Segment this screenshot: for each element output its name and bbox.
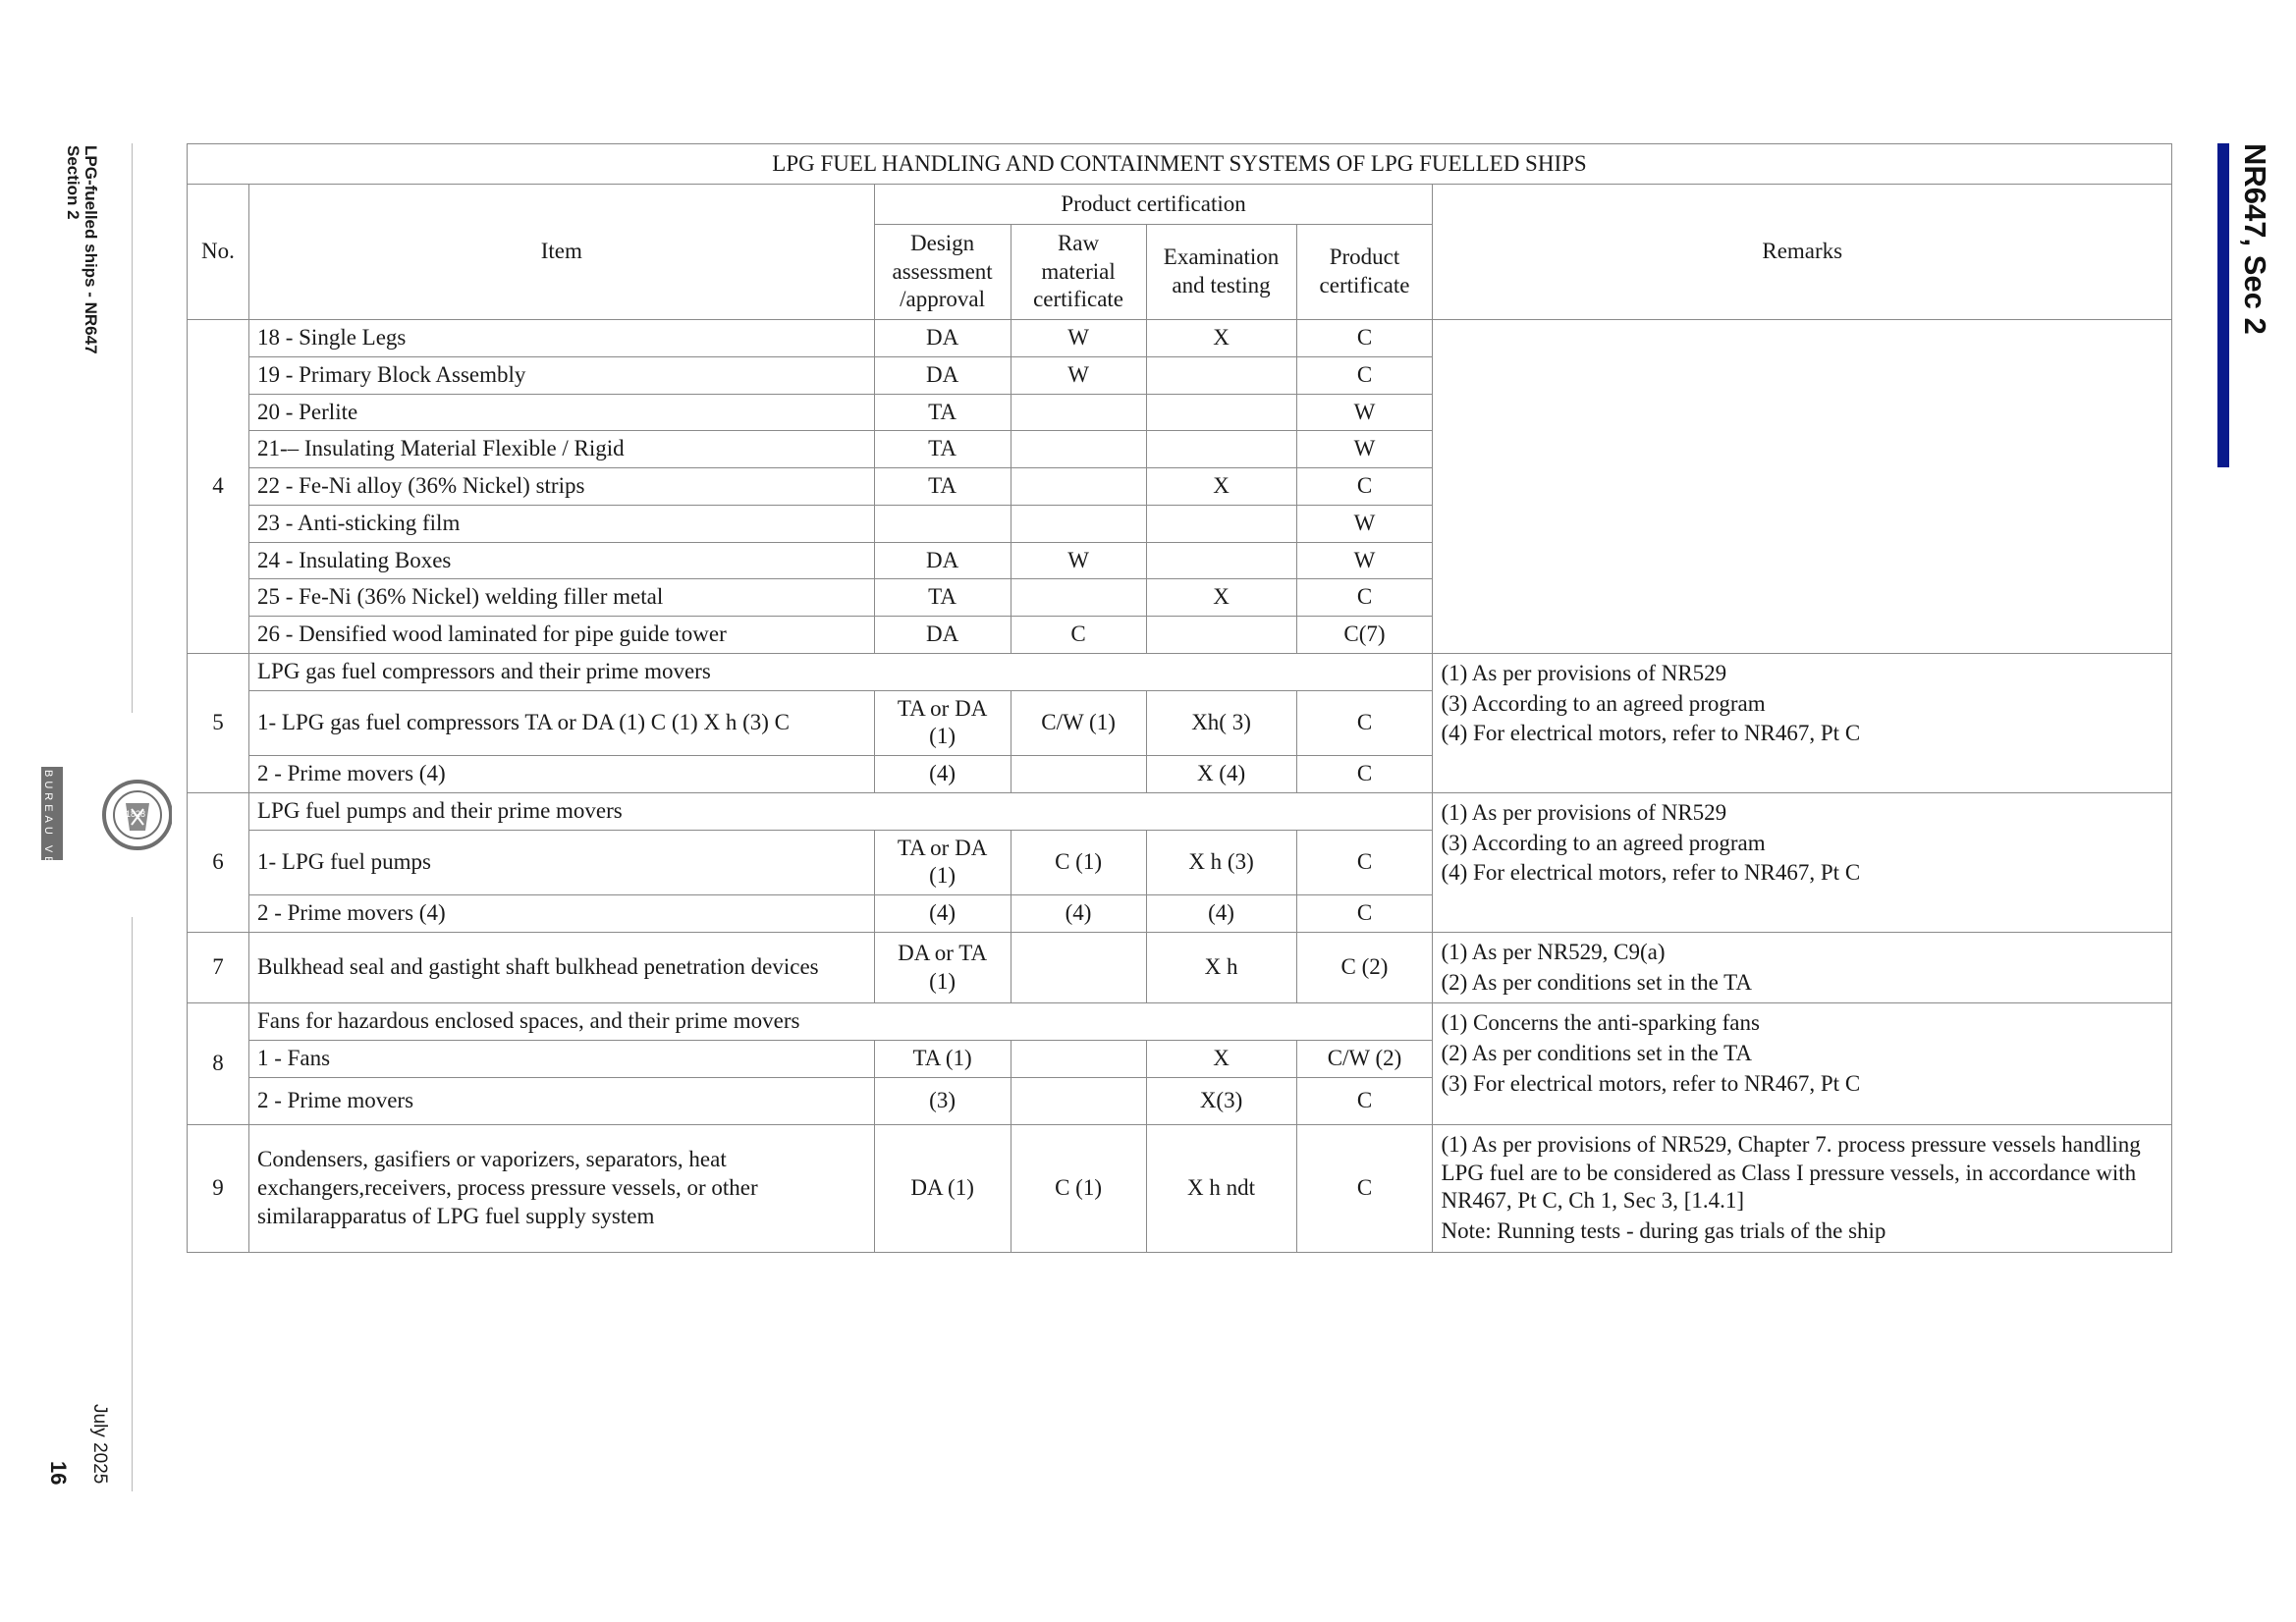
item-cell: 20 - Perlite bbox=[248, 394, 874, 431]
item-cell: 19 - Primary Block Assembly bbox=[248, 356, 874, 394]
design-cell: TA bbox=[874, 579, 1011, 617]
running-title: LPG-fuelled ships - NR647 bbox=[82, 145, 100, 354]
cert-cell: C/W (2) bbox=[1296, 1041, 1433, 1078]
remarks-cell bbox=[1433, 1003, 2172, 1125]
cert-cell: C bbox=[1296, 468, 1433, 506]
row-no: 9 bbox=[188, 1124, 249, 1252]
cert-cell: C bbox=[1296, 356, 1433, 394]
row-no: 6 bbox=[188, 792, 249, 932]
design-cell: DA or TA (1) bbox=[874, 932, 1011, 1003]
certification-table bbox=[187, 143, 2172, 1253]
remarks-cell bbox=[1433, 932, 2172, 1003]
exam-cell: X h ndt bbox=[1146, 1124, 1296, 1252]
item-cell: 22 - Fe-Ni alloy (36% Nickel) strips bbox=[248, 468, 874, 506]
item-cell: Condensers, gasifiers or vaporizers, separators, heat exchangers,receivers, process pressure vessels, or other similarapparatus of LPG fuel supply system bbox=[248, 1124, 874, 1252]
remark-line: (2) As per conditions set in the TA bbox=[1441, 1041, 1752, 1065]
remark-line: (1) As per NR529, C9(a) bbox=[1441, 939, 1666, 964]
cert-cell: W bbox=[1296, 394, 1433, 431]
header-no: No. bbox=[188, 185, 249, 320]
design-cell: TA bbox=[874, 394, 1011, 431]
raw-cell: W bbox=[1011, 320, 1146, 357]
design-cell: DA (1) bbox=[874, 1124, 1011, 1252]
section-label: Section 2 bbox=[64, 145, 82, 220]
row-no: 4 bbox=[188, 320, 249, 654]
cert-cell: C bbox=[1296, 1077, 1433, 1124]
group-heading: Fans for hazardous enclosed spaces, and their prime movers bbox=[248, 1003, 1433, 1041]
left-margin-rule-bottom bbox=[132, 917, 133, 1491]
raw-cell bbox=[1011, 579, 1146, 617]
cert-cell: C (2) bbox=[1296, 932, 1433, 1003]
cert-cell: C bbox=[1296, 830, 1433, 895]
doc-reference: NR647, Sec 2 bbox=[2238, 143, 2272, 335]
header-design: Design assessment /approval bbox=[874, 225, 1011, 320]
cert-cell: W bbox=[1296, 431, 1433, 468]
remark-line: (4) For electrical motors, refer to NR467, Pt C bbox=[1441, 860, 1861, 886]
group-heading: LPG gas fuel compressors and their prime movers bbox=[248, 653, 1433, 690]
raw-cell: C bbox=[1011, 617, 1146, 654]
design-cell: (4) bbox=[874, 895, 1011, 933]
row-no: 8 bbox=[188, 1003, 249, 1125]
header-item: Item bbox=[248, 185, 874, 320]
exam-cell: X bbox=[1146, 468, 1296, 506]
remark-line: (1) Concerns the anti-sparking fans bbox=[1441, 1010, 1760, 1036]
exam-cell bbox=[1146, 394, 1296, 431]
item-cell: 1- LPG fuel pumps bbox=[248, 830, 874, 895]
cert-cell: C bbox=[1296, 895, 1433, 933]
design-cell: TA bbox=[874, 468, 1011, 506]
exam-cell: X h bbox=[1146, 932, 1296, 1003]
item-cell: 2 - Prime movers bbox=[248, 1077, 874, 1124]
header-remarks: Remarks bbox=[1433, 185, 2172, 320]
table-row bbox=[188, 1124, 2172, 1252]
remarks-cell bbox=[1433, 320, 2172, 654]
remarks-cell bbox=[1433, 792, 2172, 932]
exam-cell: X(3) bbox=[1146, 1077, 1296, 1124]
exam-cell bbox=[1146, 542, 1296, 579]
cert-cell: C bbox=[1296, 1124, 1433, 1252]
raw-cell bbox=[1011, 756, 1146, 793]
cert-cell: C bbox=[1296, 320, 1433, 357]
raw-cell bbox=[1011, 505, 1146, 542]
bureau-veritas-logo bbox=[39, 764, 172, 919]
remark-line: (3) According to an agreed program bbox=[1441, 830, 1766, 855]
item-cell: 21-– Insulating Material Flexible / Rigid bbox=[248, 431, 874, 468]
row-no: 7 bbox=[188, 932, 249, 1003]
logo-text: BUREAU VERITAS bbox=[42, 770, 54, 919]
cert-cell: W bbox=[1296, 542, 1433, 579]
exam-cell bbox=[1146, 617, 1296, 654]
cert-cell: C bbox=[1296, 756, 1433, 793]
design-cell: DA bbox=[874, 617, 1011, 654]
table-row bbox=[188, 1003, 2172, 1041]
cert-cell: W bbox=[1296, 505, 1433, 542]
raw-cell: C (1) bbox=[1011, 1124, 1146, 1252]
item-cell: 23 - Anti-sticking film bbox=[248, 505, 874, 542]
page-number: 16 bbox=[46, 1461, 71, 1486]
design-cell: TA (1) bbox=[874, 1041, 1011, 1078]
header-exam: Examination and testing bbox=[1146, 225, 1296, 320]
date-label: July 2025 bbox=[89, 1404, 110, 1485]
table-row bbox=[188, 653, 2172, 690]
item-cell: 2 - Prime movers (4) bbox=[248, 895, 874, 933]
remark-line: (1) As per provisions of NR529, Chapter 7. process pressure vessels handling LPG fuel are to be considered as Class I pressure vessels, in accordance with NR467, Pt C, Ch 1, Sec 3, [1.4.1] bbox=[1441, 1131, 2141, 1214]
remark-line: Note: Running tests - during gas trials of the ship bbox=[1441, 1218, 1886, 1243]
raw-cell: W bbox=[1011, 356, 1146, 394]
item-cell: 24 - Insulating Boxes bbox=[248, 542, 874, 579]
table-row bbox=[188, 932, 2172, 1003]
design-cell bbox=[874, 505, 1011, 542]
exam-cell: (4) bbox=[1146, 895, 1296, 933]
row-no: 5 bbox=[188, 653, 249, 792]
design-cell: (3) bbox=[874, 1077, 1011, 1124]
header-product-certification: Product certification bbox=[874, 185, 1433, 225]
table-row bbox=[188, 792, 2172, 830]
raw-cell: C (1) bbox=[1011, 830, 1146, 895]
remarks-cell bbox=[1433, 1124, 2172, 1252]
item-cell: Bulkhead seal and gastight shaft bulkhead penetration devices bbox=[248, 932, 874, 1003]
design-cell: DA bbox=[874, 542, 1011, 579]
group-heading: LPG fuel pumps and their prime movers bbox=[248, 792, 1433, 830]
exam-cell bbox=[1146, 431, 1296, 468]
exam-cell: X bbox=[1146, 579, 1296, 617]
raw-cell bbox=[1011, 932, 1146, 1003]
header-cert: Product certificate bbox=[1296, 225, 1433, 320]
item-cell: 1 - Fans bbox=[248, 1041, 874, 1078]
design-cell: DA bbox=[874, 356, 1011, 394]
design-cell: TA or DA (1) bbox=[874, 830, 1011, 895]
raw-cell bbox=[1011, 431, 1146, 468]
remark-line: (3) For electrical motors, refer to NR467, Pt C bbox=[1441, 1070, 1861, 1096]
raw-cell bbox=[1011, 468, 1146, 506]
remark-line: (1) As per provisions of NR529 bbox=[1441, 799, 1727, 825]
left-margin-rule-top bbox=[132, 143, 133, 713]
design-cell: TA bbox=[874, 431, 1011, 468]
raw-cell bbox=[1011, 394, 1146, 431]
item-cell: 1- LPG gas fuel compressors TA or DA (1) C (1) X h (3) C bbox=[248, 690, 874, 756]
section-color-band bbox=[2217, 143, 2229, 467]
design-cell: (4) bbox=[874, 756, 1011, 793]
exam-cell: X (4) bbox=[1146, 756, 1296, 793]
cert-cell: C bbox=[1296, 579, 1433, 617]
table-title: LPG FUEL HANDLING AND CONTAINMENT SYSTEMS OF LPG FUELLED SHIPS bbox=[188, 144, 2172, 185]
design-cell: DA bbox=[874, 320, 1011, 357]
remarks-cell bbox=[1433, 653, 2172, 792]
design-cell: TA or DA (1) bbox=[874, 690, 1011, 756]
exam-cell bbox=[1146, 356, 1296, 394]
remark-line: (2) As per conditions set in the TA bbox=[1441, 969, 1752, 995]
item-cell: 25 - Fe-Ni (36% Nickel) welding filler metal bbox=[248, 579, 874, 617]
item-cell: 2 - Prime movers (4) bbox=[248, 756, 874, 793]
table-row bbox=[188, 320, 2172, 357]
exam-cell: X h (3) bbox=[1146, 830, 1296, 895]
item-cell: 18 - Single Legs bbox=[248, 320, 874, 357]
exam-cell: X bbox=[1146, 320, 1296, 357]
raw-cell bbox=[1011, 1077, 1146, 1124]
logo-year: 1828 bbox=[126, 809, 146, 819]
remark-line: (1) As per provisions of NR529 bbox=[1441, 660, 1727, 685]
remark-line: (4) For electrical motors, refer to NR467, Pt C bbox=[1441, 721, 1861, 746]
remark-line: (3) According to an agreed program bbox=[1441, 690, 1766, 716]
item-cell: 26 - Densified wood laminated for pipe guide tower bbox=[248, 617, 874, 654]
header-raw: Raw material certificate bbox=[1011, 225, 1146, 320]
raw-cell: W bbox=[1011, 542, 1146, 579]
exam-cell bbox=[1146, 505, 1296, 542]
exam-cell: Xh( 3) bbox=[1146, 690, 1296, 756]
raw-cell: (4) bbox=[1011, 895, 1146, 933]
exam-cell: X bbox=[1146, 1041, 1296, 1078]
raw-cell: C/W (1) bbox=[1011, 690, 1146, 756]
cert-cell: C bbox=[1296, 690, 1433, 756]
raw-cell bbox=[1011, 1041, 1146, 1078]
cert-cell: C(7) bbox=[1296, 617, 1433, 654]
